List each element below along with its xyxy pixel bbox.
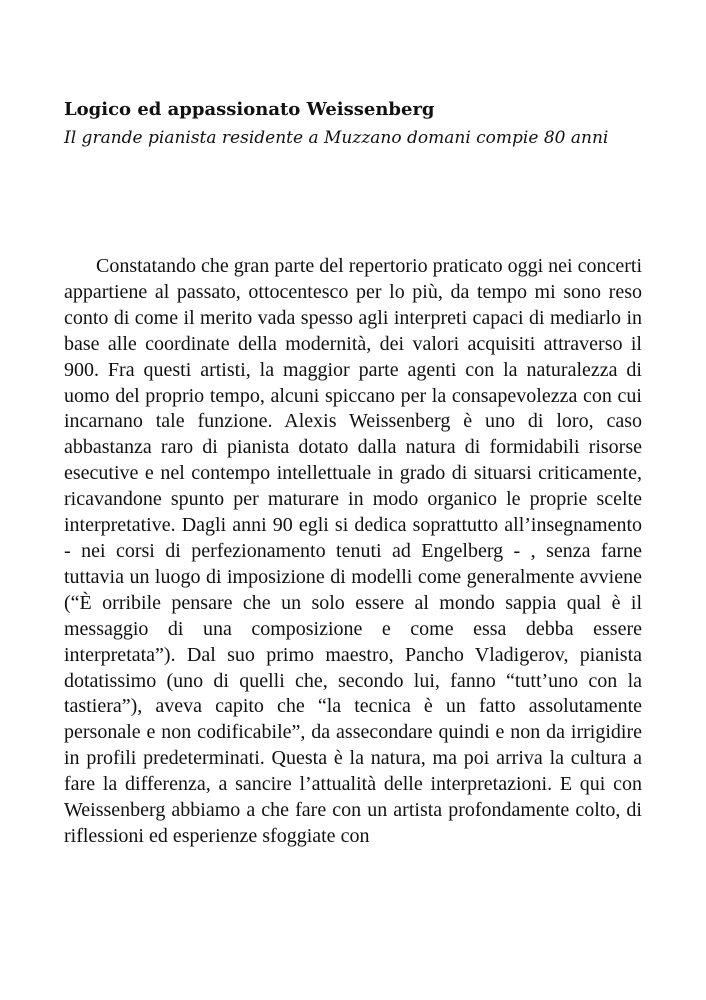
article-title: Logico ed appassionato Weissenberg [64,99,435,120]
article-body: Constatando che gran parte del repertorio praticato oggi nei concerti appartiene al passato, ottocentesco per lo più, da tempo mi sono reso conto di come il merito vada spesso agli interpreti capaci di mediarlo in base alle coordinate della modernità, dei valori acquisiti attraverso il 900. Fra questi artisti, la maggior parte agenti con la naturalezza di uomo del proprio tempo, alcuni spiccano per la consapevolezza con cui incarnano tale funzione. Alexis Weissenberg è uno di loro, caso abbastanza raro di pianista dotato dalla natura di formidabili risorse esecutive e nel contempo intellettuale in grado di situarsi criticamente, ricavandone spunto per maturare in modo organico le proprie scelte interpretative. Dagli anni 90 egli si dedica soprattutto all’insegnamento - nei corsi di perfezionamento tenuti ad Engelberg - , senza farne tuttavia un luogo di imposizione di modelli come generalmente avviene (“È orribile pensare che un solo essere al mondo sappia qual è il messaggio di una composizione e come essa debba essere interpretata”). Dal suo primo maestro, Pancho Vladigerov, pianista dotatissimo (uno di quelli che, secondo lui, fanno “tutt’uno con la tastiera”), aveva capito che “la tecnica è un fatto assolutamente personale e non codificabile”, da assecondare quindi e non da irrigidire in profili predeterminati. Questa è la natura, ma poi arriva la cultura a fare la differenza, a sancire l’attualità delle interpretazioni. E qui con Weissenberg abbiamo a che fare con un artista profondamente colto, di riflessioni ed esperienze sfoggiate con [64,255,642,847]
article-subtitle: Il grande pianista residente a Muzzano domani compie 80 anni [64,128,609,148]
article-header [64,96,654,153]
